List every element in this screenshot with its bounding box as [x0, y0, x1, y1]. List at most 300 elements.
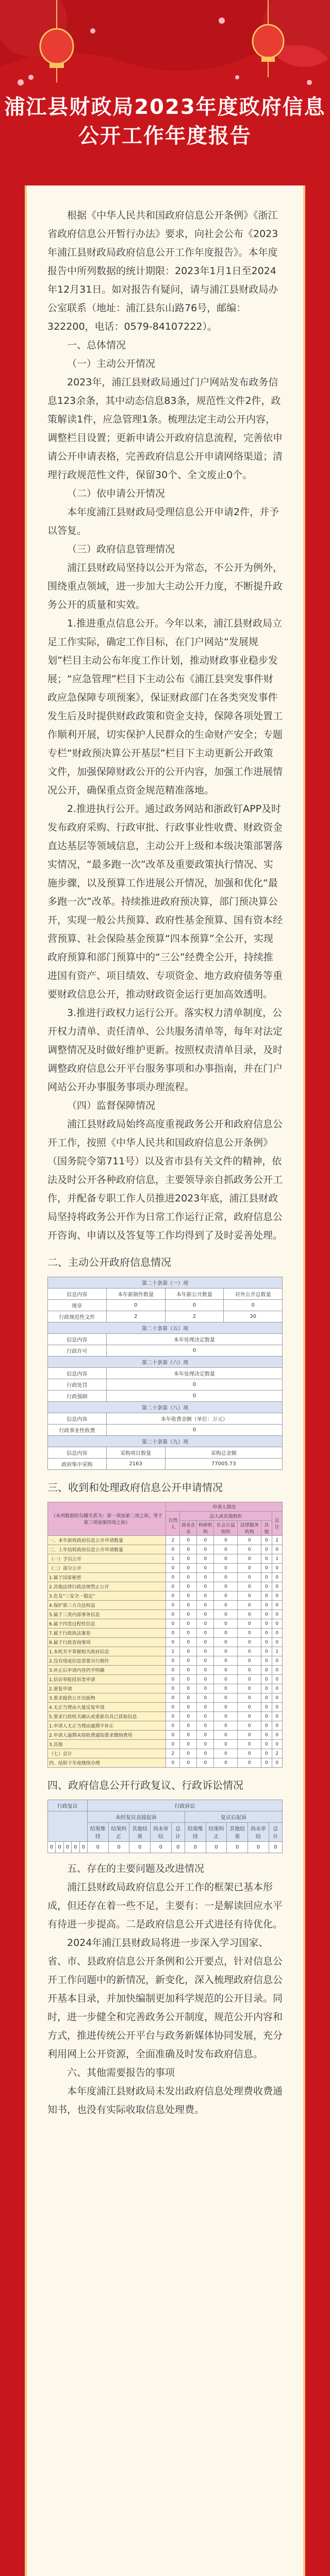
table-cell: 0 — [166, 1731, 180, 1740]
table-cell: 0 — [261, 1666, 272, 1675]
col-header: 尚未审结 — [248, 1823, 269, 1842]
table-cell: 0 — [214, 1545, 238, 1554]
table-cell: 0 — [214, 1591, 238, 1601]
table-cell: 0 — [261, 1693, 272, 1703]
table-cell: 2 — [106, 1311, 165, 1323]
col-header: 总计 — [171, 1823, 185, 1842]
table-cell: 0 — [238, 1703, 261, 1712]
band-row: 第二十条第（一）项 — [48, 1277, 283, 1289]
table-cell: 0 — [180, 1554, 197, 1564]
row-label: 6.属于四类过程性信息 — [48, 1619, 166, 1629]
table-cell: 0 — [261, 1573, 272, 1582]
table-cell: 行政强制 — [48, 1391, 107, 1402]
table-cell: 0 — [166, 1712, 180, 1721]
table-cell: 0 — [261, 1619, 272, 1629]
table-cell: 0 — [272, 1564, 282, 1573]
band-row: 第二十条第（六）项 — [48, 1357, 283, 1368]
table-cell: 0 — [197, 1656, 214, 1666]
table-cell: 0 — [180, 1591, 197, 1601]
review-litigation-table — [47, 1800, 283, 1853]
table-cell: 规章 — [48, 1300, 107, 1311]
table-row — [48, 1619, 283, 1629]
table-row — [48, 1536, 283, 1545]
section6-p1: 本年度浦江县财政局未发出政府信息处理费收费通知书，也没有实际收取信息处理费。 — [47, 2086, 283, 2115]
table-cell: 0 — [238, 1647, 261, 1656]
table-row — [48, 1573, 283, 1582]
table-cell: 0 — [238, 1545, 261, 1554]
row-label: 1.信访举报投诉类申请 — [48, 1675, 166, 1684]
table-cell: 政府集中采购 — [48, 1459, 107, 1470]
table-cell: 0 — [180, 1712, 197, 1721]
table-cell: 0 — [238, 1591, 261, 1601]
table-cell: 0 — [238, 1684, 261, 1693]
table-cell: 2 — [166, 1749, 180, 1758]
table-cell: 0 — [180, 1638, 197, 1647]
band-row: 第二十条第（五）项 — [48, 1323, 283, 1334]
table-cell: 0 — [238, 1610, 261, 1619]
table-row — [48, 1666, 283, 1675]
col-header — [48, 1811, 88, 1842]
table-cell: 0 — [214, 1758, 238, 1768]
table-cell: 1 — [272, 1554, 282, 1564]
table-cell: 0 — [180, 1731, 197, 1740]
table-cell: 0 — [180, 1610, 197, 1619]
table-cell: 0 — [238, 1629, 261, 1638]
table-cell: 0 — [238, 1582, 261, 1591]
table-cell: 0 — [180, 1564, 197, 1573]
table-cell: 0 — [197, 1647, 214, 1656]
section1-sub4-text: 浦江县财政局始终高度重视政务公开和政府信息公开工作，按照《中华人民共和国政府信息公开条例》（国务院令第711号）以及省市县有关文件的精神，依法及时公开各种政府信息，主要领导亲自抓政务公开工作，并配备专职工作人员推进2023年底，浦江县财政局坚持将政务公开作为日常工作运行正常，政府信息公开咨询、申请以及答复等工作均得到了及时妥善处理。 — [47, 1118, 283, 1241]
row-label: 2.没有现成信息需要另行制作 — [48, 1656, 166, 1666]
table-cell: 0 — [269, 1842, 282, 1853]
page-title-line2: 公开工作年度报告 — [78, 124, 252, 148]
table-cell: 77005.73 — [165, 1459, 283, 1470]
col-header: 信息内容 — [48, 1368, 107, 1379]
table-row — [48, 1545, 283, 1554]
table-cell: 0 — [166, 1703, 180, 1712]
table-row — [48, 1564, 283, 1573]
table-cell: 0 — [87, 1842, 108, 1853]
table-cell: 0 — [261, 1656, 272, 1666]
table-cell: 0 — [272, 1638, 282, 1647]
col-header: 信息内容 — [48, 1289, 107, 1300]
table-cell: 0 — [261, 1749, 272, 1758]
table-cell: 0 — [197, 1629, 214, 1638]
section1-sub2-text: 本年度浦江县财政局受理信息公开申请2件，并予以答复。 — [47, 506, 279, 536]
table-cell: 0 — [197, 1564, 214, 1573]
section4-title: 四、政府信息公开行政复议、行政诉讼情况 — [47, 1779, 243, 1791]
application-table — [47, 1502, 283, 1768]
table-cell: 0 — [272, 1582, 282, 1591]
table-cell: 0 — [214, 1610, 238, 1619]
table-cell: 0 — [79, 1842, 87, 1853]
table-row — [48, 1712, 283, 1721]
table-cell: 0 — [261, 1684, 272, 1693]
table-cell: 0 — [214, 1721, 238, 1731]
table-cell: 0 — [180, 1684, 197, 1693]
table-cell: 0 — [238, 1758, 261, 1768]
table-cell: 0 — [197, 1703, 214, 1712]
table-row — [48, 1758, 283, 1768]
table-cell: 0 — [180, 1656, 197, 1666]
table-cell: 0 — [238, 1536, 261, 1545]
col-header: 社会公益组织 — [214, 1521, 238, 1536]
table-cell: 0 — [180, 1545, 197, 1554]
table-cell: 0 — [272, 1721, 282, 1731]
table-cell: 0 — [272, 1573, 282, 1582]
col-header: 采购项目数量 — [106, 1447, 165, 1459]
col-header: 本年新制作数量 — [106, 1289, 165, 1300]
row-label: 5.要求行政机关确认或重新出具已获取信息 — [48, 1712, 166, 1721]
table-cell: 0 — [197, 1536, 214, 1545]
table-cell: 0 — [166, 1601, 180, 1610]
table-cell: 0 — [180, 1601, 197, 1610]
table-cell: 0 — [238, 1721, 261, 1731]
table-cell: 0 — [272, 1758, 282, 1768]
table-cell: 0 — [272, 1731, 282, 1740]
table-row — [48, 1638, 283, 1647]
col-header: 结果维持 — [185, 1823, 206, 1842]
table-cell: 30 — [224, 1311, 283, 1323]
table-cell: 0 — [106, 1425, 282, 1436]
table-cell: 0 — [197, 1573, 214, 1582]
table-cell: 0 — [166, 1564, 180, 1573]
band-row: 第二十条第（八）项 — [48, 1402, 283, 1413]
table-cell: 0 — [63, 1842, 71, 1853]
table-cell: 0 — [261, 1638, 272, 1647]
col-header: 复议后起诉 — [185, 1811, 282, 1823]
table-cell: 0 — [197, 1666, 214, 1675]
table-cell: 行政许可 — [48, 1345, 107, 1357]
table-cell: 0 — [166, 1684, 180, 1693]
row-label: 4.无正当理由大量反复申请 — [48, 1703, 166, 1712]
table-cell: 0 — [272, 1703, 282, 1712]
table-row — [48, 1703, 283, 1712]
table-cell: 0 — [214, 1638, 238, 1647]
section6-title: 六、其他需要报告的事项 — [67, 2067, 175, 2078]
table-cell: 1 — [272, 1647, 282, 1656]
page-title — [0, 93, 330, 150]
row-label: 8.属于行政查询事项 — [48, 1638, 166, 1647]
table-cell: 0 — [185, 1842, 206, 1853]
row-label: 1.属于国家秘密 — [48, 1573, 166, 1582]
table-cell: 0 — [180, 1749, 197, 1758]
table-cell: 0 — [214, 1712, 238, 1721]
table-cell: 0 — [214, 1619, 238, 1629]
table-cell: 0 — [166, 1693, 180, 1703]
table-cell: 0 — [238, 1638, 261, 1647]
table-cell: 0 — [180, 1536, 197, 1545]
table-row — [48, 1554, 283, 1564]
table-cell: 0 — [166, 1740, 180, 1749]
table-cell: 0 — [261, 1564, 272, 1573]
table-cell: 0 — [238, 1666, 261, 1675]
table-cell: 0 — [238, 1554, 261, 1564]
table-cell: 0 — [166, 1666, 180, 1675]
table-row — [48, 1591, 283, 1601]
table-cell: 0 — [197, 1675, 214, 1684]
table-cell: 0 — [224, 1300, 283, 1311]
row-label: 四、结转下年度继续办理 — [48, 1758, 166, 1768]
table-cell: 0 — [180, 1740, 197, 1749]
table-cell: 0 — [261, 1545, 272, 1554]
table-cell: 1 — [166, 1554, 180, 1564]
section1-sub1-title: （一）主动公开情况 — [67, 358, 156, 369]
table-cell: 0 — [272, 1629, 282, 1638]
col-header: 结果纠正 — [206, 1823, 227, 1842]
table-cell: 0 — [261, 1582, 272, 1591]
table-cell: 0 — [180, 1582, 197, 1591]
col-header: 本年处理决定数量 — [106, 1334, 282, 1345]
table-cell: 2 — [165, 1311, 224, 1323]
table-cell: 0 — [261, 1740, 272, 1749]
table-cell: 0 — [108, 1842, 129, 1853]
band-row: 第二十条第（九）项 — [48, 1436, 283, 1447]
table-row — [48, 1740, 283, 1749]
table-cell: 0 — [214, 1749, 238, 1758]
col-header: 信息内容 — [48, 1334, 107, 1345]
table-cell: 0 — [166, 1619, 180, 1629]
table-cell: 0 — [197, 1721, 214, 1731]
col-header: 本年处理决定数量 — [106, 1368, 282, 1379]
col-header: 科研机构 — [197, 1521, 214, 1536]
table-cell: 0 — [272, 1693, 282, 1703]
table-row — [48, 1749, 283, 1758]
table-cell: 0 — [197, 1731, 214, 1740]
table-cell: 0 — [272, 1591, 282, 1601]
table-cell: 0 — [106, 1391, 282, 1402]
col-header: 结果纠正 — [108, 1823, 129, 1842]
row-label: 2.申请人逾期未按收费通知要求缴纳费用 — [48, 1731, 166, 1740]
table-cell: 0 — [197, 1749, 214, 1758]
table-cell: 0 — [214, 1573, 238, 1582]
table-cell: 0 — [106, 1345, 282, 1357]
row-label: 2.重复申请 — [48, 1684, 166, 1693]
table-cell: 0 — [272, 1610, 282, 1619]
col-header: 结果维持 — [87, 1823, 108, 1842]
section2-title: 二、主动公开政府信息情况 — [47, 1256, 171, 1268]
table-cell: 0 — [197, 1582, 214, 1591]
table-cell: 0 — [166, 1638, 180, 1647]
table-cell: 0 — [166, 1675, 180, 1684]
table-cell: 0 — [238, 1619, 261, 1629]
table-cell: 0 — [180, 1693, 197, 1703]
table-cell: 0 — [197, 1740, 214, 1749]
table-cell: 2 — [272, 1536, 282, 1545]
table-cell: 0 — [180, 1703, 197, 1712]
table-cell: 0 — [48, 1842, 56, 1853]
table-row — [48, 1601, 283, 1610]
table-row — [48, 1684, 283, 1693]
table-cell: 0 — [197, 1554, 214, 1564]
row-label: （七）总计 — [48, 1749, 166, 1758]
col-header: 申请人情况 — [166, 1502, 283, 1512]
table-cell: 0 — [238, 1731, 261, 1740]
table-cell: 0 — [238, 1656, 261, 1666]
table-row — [48, 1731, 283, 1740]
row-label: 2.其他法律行政法规禁止公开 — [48, 1582, 166, 1591]
row-label: 3.要求提供公开出版物 — [48, 1693, 166, 1703]
table-cell: 0 — [197, 1610, 214, 1619]
table-cell: 2 — [272, 1749, 282, 1758]
table-cell: 行政处罚 — [48, 1379, 107, 1391]
page-title-line1: 浦江县财政局2023年度政府信息 — [4, 95, 326, 119]
table-cell: 0 — [180, 1721, 197, 1731]
table-cell: 0 — [197, 1684, 214, 1693]
table-cell: 0 — [214, 1693, 238, 1703]
table-cell: 0 — [214, 1656, 238, 1666]
table-cell: 0 — [227, 1842, 248, 1853]
table-cell: 0 — [238, 1601, 261, 1610]
table-cell: 0 — [272, 1666, 282, 1675]
table-cell: 0 — [166, 1573, 180, 1582]
section1-sub4-title: （四）监督保障情况 — [67, 1100, 156, 1111]
row-label: 3.补正后申请内容仍不明确 — [48, 1666, 166, 1675]
table-cell: 0 — [56, 1842, 63, 1853]
table-cell: 0 — [214, 1684, 238, 1693]
table-cell: 0 — [166, 1545, 180, 1554]
table-cell: 0 — [261, 1758, 272, 1768]
section1-sub3-p1: 1.推进重点信息公开。今年以来，浦江县财政局立足工作实际，确定工作目标，在门户网站“发展规划”栏目主动公布年度工作计划，推动财政事业稳步发展；“应急管理”栏目下主动公布《浦江县突发事件财政应急保障专项预案》，保证财政部门在各类突发事件发生后及时提供财政政策和资金支持，保障各项处置工作顺利开展，切实保护人民群众的生命财产安全；专题专栏“财政预决算公开基层”栏目下主动更新公开政策文件，加强保障财政公开的公开内容，加强工作进展情况公开，确保重点资金规范精准落地。 — [47, 618, 283, 796]
table-cell: 2163 — [106, 1459, 165, 1470]
section5-title: 五、存在的主要问题及改进情况 — [67, 1863, 205, 1874]
table-cell: 行政事业性收费 — [48, 1425, 107, 1436]
col-header: 总计 — [269, 1823, 282, 1842]
table-cell: 0 — [272, 1545, 282, 1554]
col-header: 行政诉讼 — [87, 1800, 282, 1811]
table-row — [48, 1693, 283, 1703]
table-cell: 0 — [261, 1610, 272, 1619]
table-cell: 0 — [206, 1842, 227, 1853]
table-cell: 0 — [214, 1554, 238, 1564]
col-header: 尚未审结 — [150, 1823, 171, 1842]
table-cell: 0 — [165, 1300, 224, 1311]
table-row — [48, 1721, 283, 1731]
row-label: 1.申请人无正当理由逾期不补正 — [48, 1721, 166, 1731]
table-cell: 0 — [214, 1731, 238, 1740]
table-cell: 0 — [171, 1842, 185, 1853]
table-cell: 0 — [261, 1536, 272, 1545]
col-header: 其他 — [261, 1521, 272, 1536]
table-cell: 0 — [272, 1656, 282, 1666]
table-cell: 0 — [238, 1564, 261, 1573]
col-header: （本列数据的勾稽关系为：第一项加第二项之和，等于第三项加第四项之和） — [48, 1502, 166, 1536]
table-row — [48, 1629, 283, 1638]
table-cell: 0 — [197, 1619, 214, 1629]
col-header: 未经复议直接起诉 — [87, 1811, 185, 1823]
table-cell: 0 — [238, 1693, 261, 1703]
table-cell: 0 — [261, 1629, 272, 1638]
table-cell: 0 — [180, 1619, 197, 1629]
section1-sub3-p2: 2.推进执行公开。通过政务网站和浙政钉APP及时发布政府采购、行政审批、行政事业性收费、财政资金直达基层等领域信息，主动公开上级和本级决策部署落实情况，“最多跑一次”改革及重要政策执行情况、实施步骤，以及预算工作进展公开情况，加强和优化“最多跑一次”改革。持续推进政府预决算，部门预决算公开，实现一般公共预算、政府性基金预算、国有资本经营预算、社会保险基金预算“四本预算”全公开，实现政府预算和部门预算中的“三公”经费全公开，持续推进国有资产、项目绩效、专项资金、地方政府债务等重要财政信息公开，推动财政资金运行更加高效透明。 — [47, 803, 283, 1000]
col-header: 其他结果 — [227, 1823, 248, 1842]
table-cell: 0 — [214, 1666, 238, 1675]
col-header: 总计 — [272, 1512, 282, 1536]
table-cell: 0 — [272, 1601, 282, 1610]
table-cell: 0 — [261, 1712, 272, 1721]
section1-sub3-p3: 3.推进行政权力运行公开。落实权力清单制度，公开权力清单、责任清单、公共服务清单等，每年对法定调整情况及时做好维护更新。按照权责清单目录，及时调整政府信息公开平台服务事项和办事指南，并在门户网站公开办事服务事项办理流程。 — [47, 1007, 283, 1093]
col-header: 自然人 — [166, 1512, 180, 1536]
row-label: 二、上年结转政府信息公开申请数量 — [48, 1545, 166, 1554]
table-cell: 0 — [238, 1675, 261, 1684]
table-cell: 0 — [197, 1712, 214, 1721]
table-cell: 0 — [214, 1647, 238, 1656]
table-row — [48, 1675, 283, 1684]
table-cell: 0 — [238, 1573, 261, 1582]
col-header: 信息内容 — [48, 1413, 107, 1425]
table-cell: 0 — [214, 1536, 238, 1545]
table-row — [48, 1647, 283, 1656]
table-cell: 0 — [214, 1564, 238, 1573]
col-header: 对外公开总数量 — [224, 1289, 283, 1300]
table-cell: 0 — [261, 1731, 272, 1740]
table-cell: 0 — [197, 1638, 214, 1647]
table-cell: 0 — [214, 1582, 238, 1591]
table-cell: 0 — [197, 1601, 214, 1610]
row-label: （二）部分公开 — [48, 1564, 166, 1573]
col-header: 信息内容 — [48, 1447, 107, 1459]
report-paper — [25, 185, 305, 2576]
section1-sub1-text: 2023年，浦江县财政局通过门户网站发布政务信息123余条，其中动态信息83条，规范性文件2件，政策解读1件，应急管理1条。梳理法定主动公开内容，调整栏目设置；更新申请公开政府信息流程，完善依申请公开申请表格，完善政府信息公开申请网络渠道；清理行政规范性文件，保留30个、全文废止0个。 — [47, 377, 283, 481]
col-header: 商业企业 — [180, 1521, 197, 1536]
row-label: 5.属于三类内部事务信息 — [48, 1610, 166, 1619]
table-cell: 0 — [261, 1721, 272, 1731]
col-header: 行政复议 — [48, 1800, 88, 1811]
table-cell: 0 — [272, 1675, 282, 1684]
row-label: （一）予以公开 — [48, 1554, 166, 1564]
table-cell: 0 — [261, 1703, 272, 1712]
table-cell: 0 — [272, 1619, 282, 1629]
col-header: 法人或其他组织 — [180, 1512, 272, 1521]
table-cell: 0 — [214, 1740, 238, 1749]
table-cell: 0 — [166, 1610, 180, 1619]
intro-paragraph: 根据《中华人民共和国政府信息公开条例》《浙江省政府信息公开暂行办法》要求，向社会公布《2023年浦江县财政局政府信息公开工作年度报告》。本年度报告中所列数据的统计期限：2023年1月1日至2024年12月31日。如对报告有疑问，请与浦江县财政局办公室联系（地址：浦江县东山路76号，邮编：322200，电话：0579-84107222）。 — [47, 210, 278, 332]
table-cell: 行政规范性文件 — [48, 1311, 107, 1323]
section1-title: 一、总体情况 — [67, 340, 126, 351]
table-row — [48, 1582, 283, 1591]
table-cell: 0 — [166, 1758, 180, 1768]
table-cell: 0 — [248, 1842, 269, 1853]
table-cell: 0 — [180, 1666, 197, 1675]
table-cell: 0 — [214, 1675, 238, 1684]
table-cell: 0 — [261, 1601, 272, 1610]
table-cell: 0 — [180, 1758, 197, 1768]
table-cell: 0 — [272, 1712, 282, 1721]
table-cell: 0 — [197, 1693, 214, 1703]
col-header: 法律服务机构 — [238, 1521, 261, 1536]
table-cell: 0 — [272, 1684, 282, 1693]
table-cell: 0 — [214, 1629, 238, 1638]
table-cell: 0 — [238, 1712, 261, 1721]
table-cell: 0 — [180, 1647, 197, 1656]
section1-sub2-title: （二）依申请公开情况 — [67, 488, 166, 499]
table-row — [48, 1656, 283, 1666]
table-cell: 0 — [180, 1629, 197, 1638]
table-cell: 0 — [166, 1721, 180, 1731]
table-cell: 0 — [214, 1703, 238, 1712]
table-cell: 1 — [166, 1647, 180, 1656]
table-cell: 0 — [129, 1842, 151, 1853]
table-cell: 0 — [166, 1629, 180, 1638]
section1-sub3-title: （三）政府信息管理情况 — [67, 544, 175, 555]
table-cell: 0 — [72, 1842, 79, 1853]
table-cell: 0 — [150, 1842, 171, 1853]
table-cell: 0 — [238, 1740, 261, 1749]
table-cell: 0 — [261, 1554, 272, 1564]
section1-sub3-text: 浦江县财政局坚持以公开为常态，不公开为例外，围绕重点领域，进一步加大主动公开力度，不断提升政务公开的质量和实效。 — [47, 562, 283, 611]
table-cell: 0 — [166, 1656, 180, 1666]
table-cell: 0 — [197, 1545, 214, 1554]
